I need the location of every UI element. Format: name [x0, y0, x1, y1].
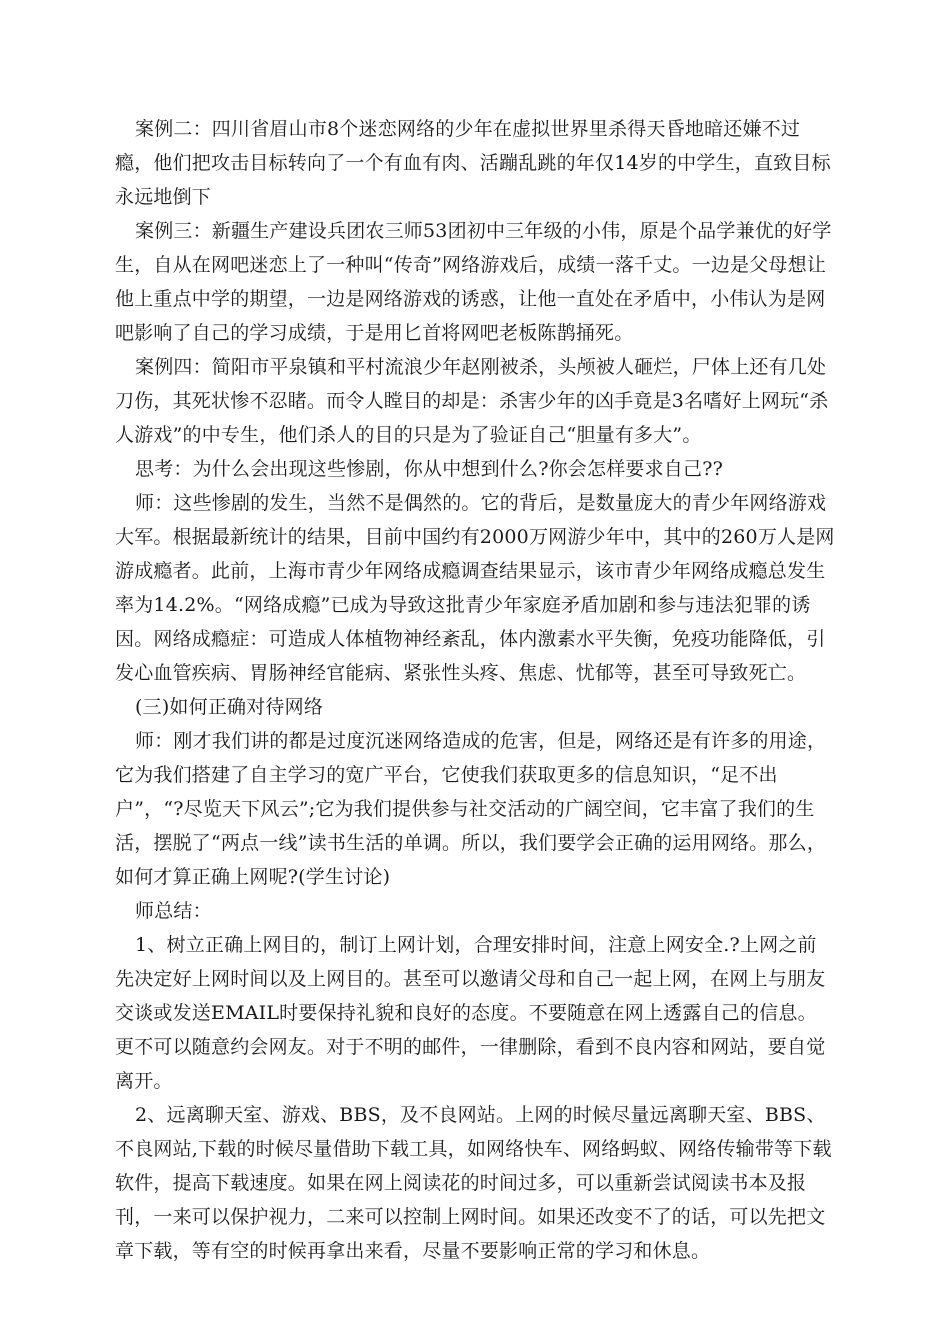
paragraph-reflection: 思考：为什么会出现这些惨剧，你从中想到什么?你会怎样要求自己?? — [135, 458, 723, 480]
document-page — [115, 112, 835, 1268]
paragraph-teacher-summary: 师总结： — [135, 900, 212, 922]
paragraph-case-two: 案例二：四川省眉山市8个迷恋网络的少年在虚拟世界里杀得天昏地暗还嫌不过瘾，他们把攻击目标转向了一个有血有肉、活蹦乱跳的年仅14岁的中学生，直致目标永远地倒下 — [115, 118, 831, 208]
paragraph-teacher-analysis: 师：这些惨剧的发生，当然不是偶然的。它的背后，是数量庞大的青少年网络游戏大军。根据最新统计的结果，目前中国约有2000万网游少年中，其中的260万人是网游成瘾者。此前，上海市青少年网络成瘾调查结果显示，该市青少年网络成瘾总发生率为14.2%。“网络成瘾”已成为导致这批青少年家庭矛盾加剧和参与违法犯罪的诱因。网络成瘾症：可造成人体植物神经紊乱，体内激素水平失衡，免疫功能降低，引发心血管疾病、胃肠神经官能病、紧张性头疼、焦虑、忧郁等，甚至可导致死亡。 — [115, 492, 835, 684]
paragraph-case-four: 案例四：简阳市平泉镇和平村流浪少年赵刚被杀，头颅被人砸烂，尸体上还有几处刀伤，其死状惨不忍睹。而令人瞠目的却是：杀害少年的凶手竟是3名嗜好上网玩“杀人游戏”的中专生，他们杀人的目的只是为了验证自己“胆量有多大”。 — [115, 356, 829, 446]
section-heading: (三)如何正确对待网络 — [135, 696, 324, 718]
paragraph-point-one: 1、树立正确上网目的，制订上网计划，合理安排时间，注意上网安全.?上网之前先决定好上网时间以及上网目的。甚至可以邀请父母和自己一起上网，在网上与朋友交谈或发送EMAIL时要保持礼貌和良好的态度。不要随意在网上透露自己的信息。更不可以随意约会网友。对于不明的邮件，一律删除，看到不良内容和网站，要自觉离开。 — [115, 934, 826, 1092]
paragraph-teacher-uses: 师：刚才我们讲的都是过度沉迷网络造成的危害，但是，网络还是有许多的用途，它为我们搭建了自主学习的宽广平台，它使我们获取更多的信息知识，“足不出户”，“?尽览天下风云”;它为我们提供参与社交活动的广阔空间，它丰富了我们的生活，摆脱了“两点一线”读书生活的单调。所以，我们要学会正确的运用网络。那么，如何才算正确上网呢?(学生讨论) — [115, 730, 827, 888]
paragraph-case-three: 案例三：新疆生产建设兵团农三师53团初中三年级的小伟，原是个品学兼优的好学生，自从在网吧迷恋上了一种叫“传奇”网络游戏后，成绩一落千丈。一边是父母想让他上重点中学的期望，一边是网络游戏的诱惑，让他一直处在矛盾中，小伟认为是网吧影响了自己的学习成绩，于是用匕首将网吧老板陈鹊捅死。 — [115, 220, 832, 344]
paragraph-point-two: 2、远离聊天室、游戏、BBS，及不良网站。上网的时候尽量远离聊天室、BBS、不良网站,下载的时候尽量借助下载工具，如网络快车、网络蚂蚁、网络传输带等下载软件，提高下载速度。如果在网上阅读花的时间过多，可以重新尝试阅读书本及报刊，一来可以保护视力，二来可以控制上网时间。如果还改变不了的话，可以先把文章下载，等有空的时候再拿出来看，尽量不要影响正常的学习和休息。 — [115, 1104, 832, 1262]
